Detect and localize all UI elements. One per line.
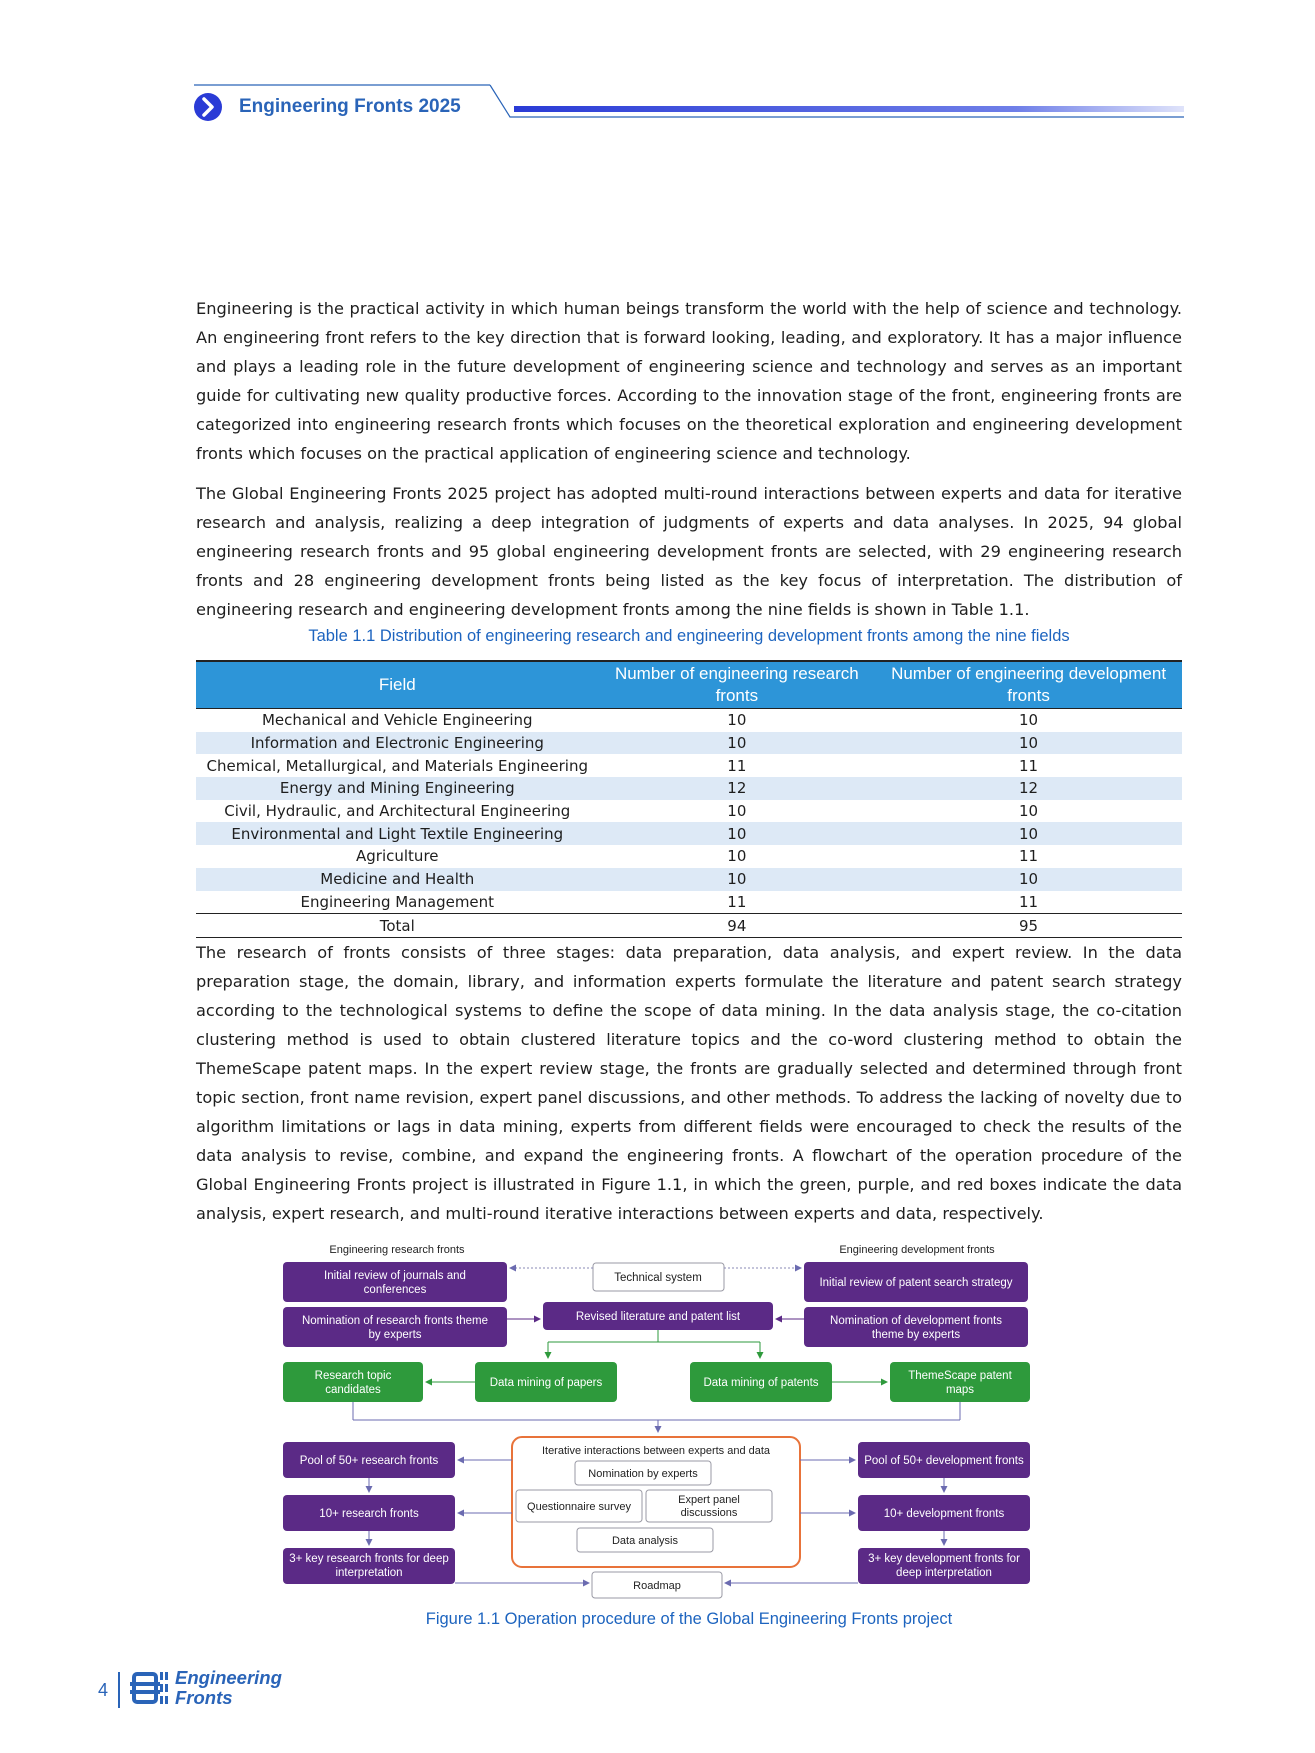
cell-field: Mechanical and Vehicle Engineering (261, 711, 533, 730)
project-paragraph: The Global Engineering Fronts 2025 project has adopted multi-round interactions between experts and data for iterative research and analysis, realizing a deep integration of judgments of experts and data analyses. In 2025, 94 global engineering research fronts and 95 global engineering development fronts are selected, with 29 engineering research fronts and 28 engineering development fronts being listed as the key focus of interpretation. The distribution of engineering research and engineering development fronts among the nine fields is shown in Table 1.1. (196, 484, 1182, 619)
research-topic-line2: candidates (325, 1384, 381, 1396)
table-row (196, 822, 1182, 845)
cell-total-development: 95 (875, 914, 1182, 938)
cell-research: 10 (727, 847, 747, 866)
header-title: Engineering Fronts 2025 (239, 96, 461, 117)
cell-field: Information and Electronic Engineering (196, 732, 599, 755)
cell-research: 10 (727, 802, 747, 821)
cell-development: 10 (1019, 802, 1039, 821)
cell-development: 11 (1019, 847, 1039, 866)
cell-total-research: 94 (599, 914, 876, 938)
cell-development: 10 (875, 868, 1182, 891)
key-research-line2: interpretation (335, 1567, 403, 1579)
page-number: 4 (98, 1680, 109, 1700)
cell-development: 11 (1019, 756, 1039, 775)
initial-review-patent-label: Initial review of patent search strategy (819, 1277, 1013, 1289)
pool-development-label: Pool of 50+ development fronts (864, 1455, 1024, 1467)
cell-research: 12 (599, 777, 876, 800)
cell-research: 10 (599, 732, 876, 755)
engineering-fronts-logo-icon (130, 1668, 172, 1708)
initial-review-journals-box (283, 1262, 507, 1302)
figure-caption: Figure 1.1 Operation procedure of the Global Engineering Fronts project (425, 1610, 953, 1628)
cell-field: Chemical, Metallurgical, and Materials Engineering (206, 756, 588, 775)
cell-research: 10 (599, 868, 876, 891)
nomination-research-line1: Nomination of research fronts theme (301, 1315, 489, 1327)
ten-research-label: 10+ research fronts (319, 1508, 419, 1520)
technical-system-label: Technical system (614, 1272, 702, 1284)
nomination-development-line2: theme by experts (871, 1329, 961, 1341)
mining-papers-label: Data mining of papers (489, 1377, 603, 1389)
header-field: Field (196, 661, 599, 709)
nomination-research-box (283, 1307, 507, 1347)
pool-research-label: Pool of 50+ research fronts (299, 1455, 439, 1467)
page-header (194, 82, 1184, 124)
distribution-table (196, 660, 1182, 938)
nomination-experts-label: Nomination by experts (588, 1468, 698, 1480)
table-total-row (196, 914, 1182, 938)
footer-divider (118, 1672, 120, 1708)
table-row (196, 777, 1182, 800)
header-research: Number of engineering research fronts (599, 661, 876, 709)
cell-field: Agriculture (356, 847, 439, 866)
table-caption: Table 1.1 Distribution of engineering research and engineering development fronts among the nine fields (308, 627, 1070, 645)
data-analysis-label: Data analysis (611, 1535, 679, 1547)
cell-research: 11 (727, 756, 747, 775)
key-development-line2: deep interpretation (896, 1567, 992, 1579)
cell-development: 12 (875, 777, 1182, 800)
themescape-line1: ThemeScape patent (908, 1370, 1012, 1382)
table-row (196, 754, 1182, 777)
nomination-development-line1: Nomination of development fronts (830, 1315, 1002, 1327)
initial-review-journals-line2: conferences (363, 1284, 427, 1296)
revised-list-label: Revised literature and patent list (575, 1311, 741, 1323)
intro-paragraph: Engineering is the practical activity in which human beings transform the world with the help of science and technology. An engineering front refers to the key direction that is forward looking, leading, and exploratory. It has a major influence and plays a leading role in the future development of engineering science and technology and serves as an important guide for cultivating new quality productive forces. According to the innovation stage of the front, engineering fronts are categorized into engineering research fronts which focuses on the theoretical exploration and engineering development fronts which focuses on the practical application of engineering science and technology. (196, 299, 1182, 463)
research-topic-line1: Research topic (314, 1370, 392, 1382)
table-row (196, 800, 1182, 823)
cell-development: 10 (875, 732, 1182, 755)
nomination-research-line2: by experts (368, 1329, 422, 1341)
cell-field: Environmental and Light Textile Engineering (196, 822, 599, 845)
initial-review-journals-line1: Initial review of journals and (324, 1270, 466, 1282)
stages-paragraph: The research of fronts consists of three stages: data preparation, data analysis, and expert review. In the data preparation stage, the domain, library, and information experts formulate the literature and patent search strategy according to the technological systems to define the scope of data mining. In the data analysis stage, the co-citation clustering method is used to obtain clustered literature topics and the co-word clustering method to obtain the ThemeScape patent maps. In the expert review stage, the fronts are gradually selected and determined through front topic section, front name revision, expert panel discussions, and other methods. To address the lacking of novelty due to algorithm limitations or lags in data mining, experts from different fields were encouraged to check the results of the data analysis to revise, combine, and expand the engineering fronts. A flowchart of the operation procedure of the Global Engineering Fronts project is illustrated in Figure 1.1, in which the green, purple, and red boxes indicate the data analysis, expert research, and multi-round iterative interactions between experts and data, respectively. (196, 943, 1182, 1223)
cell-field: Civil, Hydraulic, and Architectural Engineering (224, 802, 571, 821)
expert-panel-line2: discussions (680, 1507, 738, 1519)
development-column-title: Engineering development fronts (839, 1244, 995, 1256)
cell-total-label: Total (196, 914, 599, 938)
table-row (196, 709, 1182, 732)
cell-development: 10 (875, 822, 1182, 845)
research-column-title: Engineering research fronts (329, 1244, 465, 1256)
flowchart-figure (280, 1235, 1030, 1605)
cell-field: Medicine and Health (196, 868, 599, 891)
footer-logo-line2: Fronts (175, 1687, 233, 1708)
table-row (196, 891, 1182, 914)
key-research-line1: 3+ key research fronts for deep (289, 1553, 449, 1565)
table-row (196, 868, 1182, 891)
cell-field: Engineering Management (300, 892, 495, 911)
footer-logo-line1: Engineering (175, 1667, 282, 1688)
cell-development: 11 (1019, 892, 1039, 911)
cell-development: 10 (1019, 711, 1039, 730)
cell-research: 10 (727, 711, 747, 730)
header-development: Number of engineering development fronts (875, 661, 1182, 709)
table-header-row (196, 661, 1182, 709)
footer-logo-text (175, 1668, 282, 1708)
mining-patents-label: Data mining of patents (703, 1377, 819, 1389)
research-topic-box (283, 1362, 423, 1402)
table-row (196, 845, 1182, 868)
cell-research: 10 (599, 822, 876, 845)
chevron-circle-icon (194, 93, 222, 121)
themescape-box (890, 1362, 1030, 1402)
ten-development-label: 10+ development fronts (883, 1508, 1005, 1520)
cell-research: 11 (727, 892, 747, 911)
roadmap-label: Roadmap (633, 1580, 681, 1592)
themescape-line2: maps (945, 1384, 975, 1396)
table-row (196, 732, 1182, 755)
cell-field: Energy and Mining Engineering (196, 777, 599, 800)
questionnaire-label: Questionnaire survey (527, 1501, 631, 1513)
expert-panel-line1: Expert panel (678, 1494, 740, 1506)
key-development-line1: 3+ key development fronts for (868, 1553, 1020, 1565)
nomination-development-box (804, 1307, 1028, 1347)
iterative-label: Iterative interactions between experts and data (541, 1445, 771, 1457)
